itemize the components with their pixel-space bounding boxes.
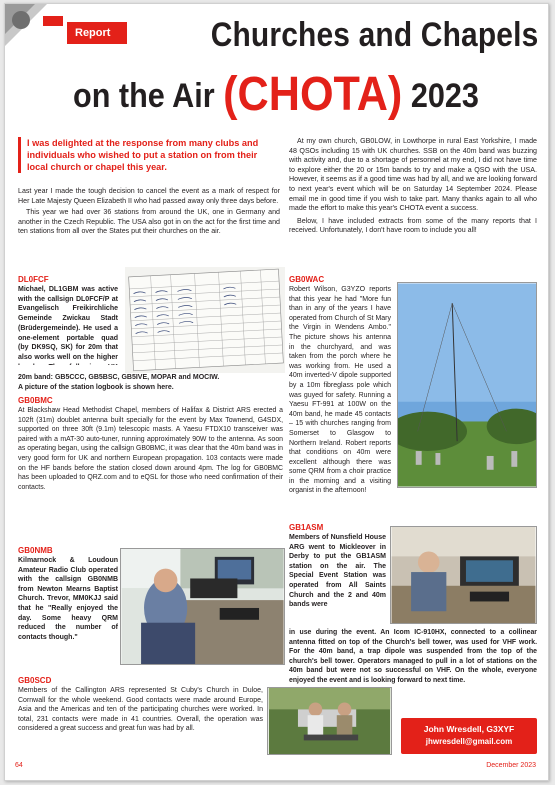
text-gb0nmb: Kilmarnock & Loudoun Amateur Radio Club operated with the callsign GB0NMB from Newton Mearns Baptist Church. Trevor, MM0KJJ said that he "Really enjoyed the day. Some heavy QRM reduced the number of contacts though."	[18, 557, 118, 641]
intro-paragraph-2: This year we had over 36 stations from around the UK, one in Germany and another in the Czech Republic. The USA also got in on the act for the first time and ten stations from all over the States put their churches on the air.	[18, 208, 280, 236]
right-paragraph-1: At my own church, GB0LOW, in Lowthorpe in rural East Yorkshire, I made 48 QSOs including 15 with UK churches. SSB on the 40m band was buzzing with activity and, due to a shortage of personnel at my end, I did not have time to explore either the 20 or 15m bands to try and make a QSO with the USA. However, it seems as if a good time was had by all, and we are looking forward to next year's event which will be on Saturday 14 September 2024. Please email me in good time if you wish to take part. Many thanks again to all who made the effort to make this year's CHOTA event a success.	[289, 137, 538, 213]
author-box	[401, 718, 537, 754]
heading-gb0nmb: GB0NMB	[18, 546, 53, 555]
page-number: 64	[15, 762, 23, 769]
station-photo-gb0nmb	[120, 548, 285, 665]
headline-year: 2023	[402, 77, 479, 115]
author-name: John Wresdell, G3XYF	[423, 724, 515, 734]
right-paragraph-2: Below, I have included extracts from some of the many reports that I received. Unfortunately, I don't have room to include you all!	[289, 216, 537, 235]
headline-line-2	[73, 67, 479, 122]
section-gb1asm	[289, 523, 386, 610]
heading-dl0fcf: DL0FCF	[18, 275, 49, 284]
text-dl0fcf-b: 20m band: GB5CCC, GB5BSC, GB5IVE, MOPAR and MOCIW. A picture of the station logbook is shown here.	[18, 374, 220, 391]
corner-logo-icon	[5, 4, 65, 54]
headline-pre: on the Air	[73, 77, 224, 115]
section-gb0nmb	[18, 546, 118, 642]
intro-paragraph-1: Last year I made the tough decision to cancel the event as a mark of respect for Her Late Majesty Queen Elizabeth II who had passed away only three days before.	[18, 187, 280, 205]
section-gb0bmc	[18, 396, 283, 492]
headline-chota: (CHOTA)	[223, 68, 403, 121]
text-gb0wac: Robert Wilson, G3YZO reports that this year he had "More fun than in any of the years I have operated from Church of St Mary the Virgin in Wendens Ambo." The picture shows his antenna in the churchyard, and was taken from the porch where he was working from. He used a 40m inverted-V dipole supported by a 10m fibreglass pole which was guyed for safety. Running a Yaesu FT-991 at 100W on the 40m band, he made 45 contacts – 15 with churches ranging from Somerset to Glasgow to Northern Ireland. Robert reports that conditions on 40m were excellent although there was some QRM from a choir practice in the morning and a visiting organist in the afternoon!	[289, 286, 391, 495]
intro-lead: I was delighted at the response from many clubs and individuals who wished to put a station on from their local church or chapel this year.	[18, 137, 280, 173]
section-gb0scd	[18, 676, 263, 734]
section-tag-report: Report	[67, 22, 127, 44]
text-gb0scd: Members of the Callington ARS represented St Cuby's Church in Duloe, Cornwall for the whole weekend. Good contacts were made around Europe, Asia and the Americas and ten of the participating churches were worked. In total, 231 contacts were made in 41 countries. Overall, the operation was considered a great success and great fun was had by all.	[18, 687, 263, 733]
logbook-photo	[125, 267, 285, 373]
section-dl0fcf	[18, 275, 118, 285]
station-photo-gb0scd	[267, 687, 392, 755]
intro-right-column	[289, 137, 537, 239]
magazine-page	[4, 3, 549, 781]
heading-gb1asm: GB1ASM	[289, 523, 324, 532]
antenna-photo-gb0wac	[397, 282, 537, 488]
heading-gb0bmc: GB0BMC	[18, 396, 53, 405]
station-photo-gb1asm	[390, 526, 537, 624]
heading-gb0scd: GB0SCD	[18, 676, 52, 685]
text-gb1asm-a: Members of Nunsfield House ARG went to Mickleover in Derby to put the GB1ASM station on the air. The Special Event Station was operated from All Saints Church and the 2 and 40m bands were	[289, 534, 386, 609]
intro-column	[18, 137, 280, 237]
author-email[interactable]: jhwresdell@gmail.com	[425, 737, 513, 746]
text-dl0fcf-a: Michael, DL1GBM was active with the callsign DL0FCF/P at Evangelisch Freikirchliche Gemeinde Zwickau Stadt (Brüdergemeinde). He used a one-element portable quad (by DK9SQ, SK) for 20m that also works well on the higher	[18, 286, 118, 361]
text-gb0bmc: At Blackshaw Head Methodist Chapel, members of Halifax & District ARS erected a 102ft (31m) doublet antenna built specially for the event by Max Townend, G4SDX, supported on three 30ft (9.1m) telescopic masts. A Yaesu FTDX10 transceiver was paired with a mAT-30 auto-tuner, running approximately 90W to the antenna. As soon as operating began, using the callsign GB0BMC, it was clear that the 40m band was in very good form for UK and northern European propagation. 103 contacts were made on the HF bands before the station closed down around 4pm. The log for GB0BMC has been uploaded to QRZ.com and to eQSL for those who need confirmation of their contacts.	[18, 407, 283, 491]
headline-line-1: Churches and Chapels	[210, 16, 538, 54]
issue-date: December 2023	[486, 762, 536, 769]
section-gb0wac	[289, 275, 391, 496]
text-gb1asm-b: in use during the event. An Icom IC-910HX, connected to a collinear antenna fitted on top of the Church's bell tower, was used for VHF work. For the 40m band, a trap dipole was suspended from the top of the church's bell tower. Operators managed to pull in a lot of stations on the 40m band but were not so successful on VHF. On the whole, everyone enjoyed the event and is looking forward to next time.	[289, 629, 537, 684]
heading-gb0wac: GB0WAC	[289, 275, 325, 284]
